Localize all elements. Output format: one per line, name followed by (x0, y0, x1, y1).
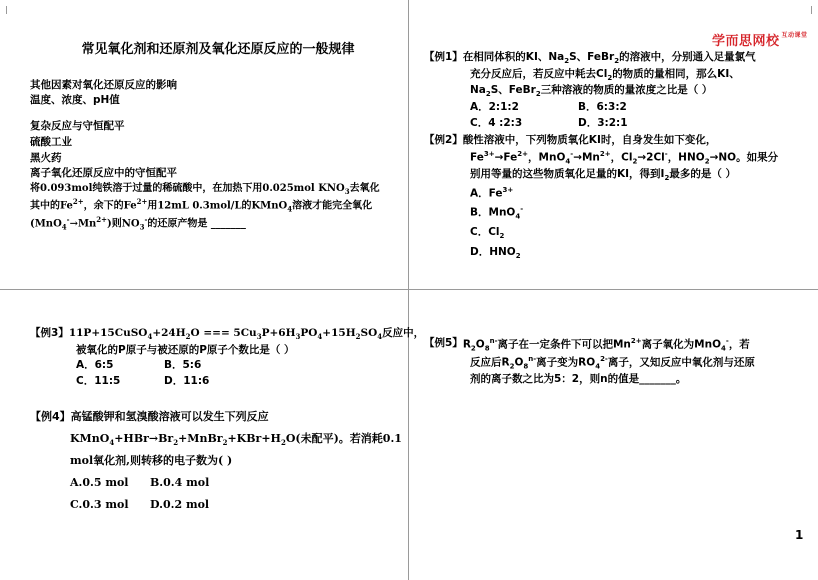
option-b[interactable]: B．6:3:2 (578, 100, 627, 113)
crop-mark-top-left (6, 6, 7, 14)
option-d[interactable]: D．3:2:1 (578, 116, 628, 129)
logo-subtext: 互动课堂 (781, 32, 808, 39)
crop-mark-top-right (811, 6, 812, 14)
slide-1 (30, 40, 390, 232)
example-tag: 【例1】 (424, 51, 463, 63)
topic-item: 硫酸工业 (30, 135, 72, 148)
option-d[interactable]: D．11:6 (164, 375, 210, 388)
topic-item: 温度、浓度、pH值 (30, 94, 120, 107)
example-1: 【例1】 在相同体积的KI、$Na_2S$、FeBr$_2$的溶液中，分别通入足量氯气 充分反应后，若反应中耗去$Cl_2$的物质的量相同，那么KI、 $Na_2S$、FeBr$_2$三种溶液的物质的量浓度之比是（ ） A．2:1:2 B．6:3:2 C．4 :2:3 D．3:2:1 (424, 50, 809, 131)
option-a[interactable]: A.0.5 mol (70, 476, 129, 490)
option-b[interactable]: B.0.4 mol (150, 476, 210, 490)
example-tag: 【例3】 (30, 327, 69, 339)
slide-3 (30, 326, 425, 516)
option-c[interactable]: C．11:5 (76, 375, 121, 388)
example-2: 【例2】 酸性溶液中，下列物质氧化KI时，自身发生如下变化， $Fe^{3+}\to Fe^{2+}$，$MnO_4^-\to Mn^{2+}$，$Cl_2\to 2Cl^-$，$HNO_2\to NO$。如果分 别用等量的这些物质氧化足量的KI，得到$I_2$最多的是（ ） A．$Fe^{3+}$ B．MnO$_4$- C．$Cl_2$ D．$HNO_2$ (424, 133, 809, 262)
slide-4 (424, 336, 809, 388)
topic-item: 黑火药 (30, 151, 62, 164)
option-c[interactable]: C.0.3 mol (70, 498, 129, 512)
options-row (30, 358, 400, 374)
example-tag: 【例4】 (30, 409, 71, 423)
problem-text: 将0.093mol纯铁溶于过量的稀硫酸中，在加热下用0.025mol $KNO_3$去氧化 其中的$Fe^{2+}$，余下的$Fe^{2+}$用12mL 0.3mol/L的KMnO$_4$溶液才能完全氧化 $(MnO_4^-\to Mn^{2+})$则$NO_3^-$的还原产物是 _______ (30, 183, 380, 231)
topic-item: 其他因素对氧化还原反应的影响 (30, 78, 177, 91)
option-c[interactable]: C．$Cl_2$ (470, 226, 505, 241)
option-c[interactable]: C．4 :2:3 (470, 116, 523, 129)
option-d[interactable]: D．$HNO_2$ (470, 245, 521, 261)
option-b[interactable]: B．MnO$_4$- (470, 205, 524, 221)
option-a[interactable]: A．2:1:2 (470, 100, 519, 113)
options-row (30, 472, 400, 494)
option-a[interactable]: A．6:5 (76, 359, 114, 372)
logo-text: 学而思网校 (712, 34, 780, 49)
options-row (424, 100, 809, 116)
slide-1-title: 常见氧化剂和还原剂及氧化还原反应的一般规律 (81, 42, 355, 57)
options-row (30, 494, 400, 516)
example-5: 【例5】 $R_2O_8^{n-}$离子在一定条件下可以把$Mn^{2+}$离子氧化为MnO$_4$-，若 反应后$R_2O_8^{n-}$离子变为$RO_4^{2-}$离子，又知反应中氧化剂与还原 剂的离子数之比为5：2，则n的值是_______。 (424, 337, 755, 386)
example-4: 【例4】 高锰酸钾和氢溴酸溶液可以发生下列反应 $KMnO_4+HBr\to Br_2+MnBr_2+KBr+H_2O$(未配平)。若消耗0.1 mol氧化剂,则转移的电子数为( ) A.0.5 mol B.0.4 mol C.0.3 mol D.0.2 mol (30, 406, 400, 516)
options-row (30, 374, 400, 390)
example-tag: 【例2】 (424, 134, 463, 147)
topic-item: 复杂反应与守恒配平 (30, 120, 125, 132)
brand-logo (712, 30, 808, 49)
horizontal-divider (0, 289, 818, 290)
example-tag: 【例5】 (424, 337, 463, 349)
example-3: 【例3】 $11P+15CuSO_4+24H_2O$ === $5Cu_3P+6H_3PO_4+15H_2SO_4$反应中， 被氧化的P原子与被还原的P原子个数比是（ ） A．6:5 B．5:6 C．11:5 D．11:6 (30, 326, 400, 390)
option-a[interactable]: A．$Fe^{3+}$ (470, 185, 514, 200)
topic-item: 离子氧化还原反应中的守恒配平 (30, 167, 177, 180)
option-d[interactable]: D.0.2 mol (150, 498, 210, 512)
slide-2 (424, 50, 809, 263)
options-row (424, 116, 809, 132)
spacer (30, 109, 390, 119)
page-number: 1 (795, 528, 804, 542)
vertical-divider (408, 0, 409, 580)
option-b[interactable]: B．5:6 (164, 359, 202, 372)
